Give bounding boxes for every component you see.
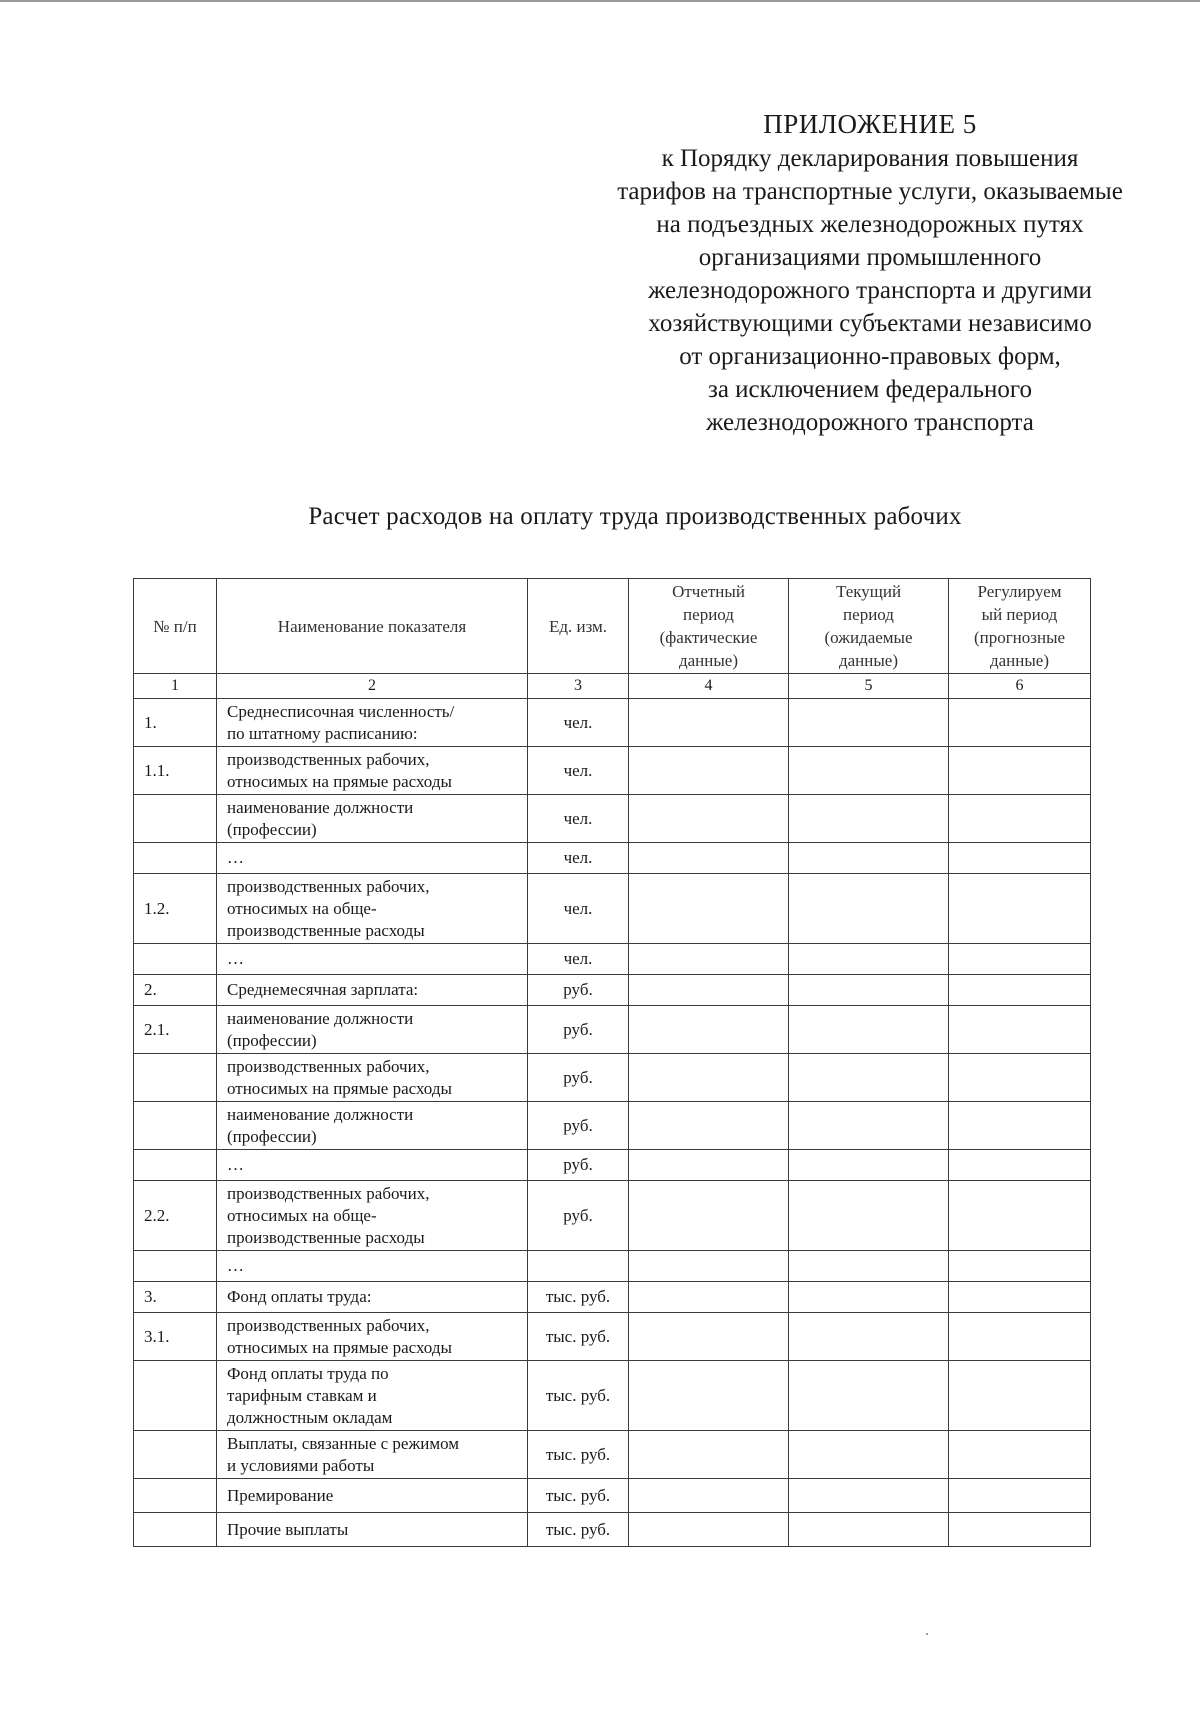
- reporting-period-cell: [629, 874, 789, 944]
- row-number: [134, 1150, 217, 1181]
- column-index: 6: [949, 674, 1091, 699]
- unit-cell: чел.: [528, 874, 629, 944]
- indicator-name-line: Среднемесячная зарплата:: [227, 980, 419, 999]
- reporting-period-cell: [629, 795, 789, 843]
- table-header-row: [134, 579, 1091, 674]
- document-title: [0, 503, 1200, 531]
- row-number: [134, 1102, 217, 1150]
- appendix-line: на подъездных железнодорожных путях: [656, 211, 1084, 238]
- regulated-period-cell: [949, 1361, 1091, 1431]
- current-period-cell: [789, 747, 949, 795]
- table-row: [134, 1313, 1091, 1361]
- table-row: [134, 1150, 1091, 1181]
- row-number: [134, 1479, 217, 1513]
- unit-cell: руб.: [528, 975, 629, 1006]
- reporting-period-cell: [629, 1102, 789, 1150]
- appendix-line: железнодорожного транспорта и другими: [648, 277, 1092, 304]
- table-row: [134, 944, 1091, 975]
- reporting-period-cell: [629, 944, 789, 975]
- indicator-name-line: наименование должности: [227, 797, 414, 817]
- indicator-name-line: производственные расходы: [227, 920, 425, 940]
- current-period-cell: [789, 1006, 949, 1054]
- scan-speck: [926, 1633, 928, 1635]
- indicator-name-line: …: [227, 949, 244, 968]
- regulated-period-cell: [949, 1431, 1091, 1479]
- indicator-name: [217, 1150, 528, 1181]
- page-top-border: [0, 0, 1200, 2]
- indicator-name: [217, 1282, 528, 1313]
- regulated-period-cell: [949, 1006, 1091, 1054]
- reporting-period-cell: [629, 843, 789, 874]
- row-number: 2.1.: [134, 1006, 217, 1054]
- indicator-name: [217, 1251, 528, 1282]
- row-number: [134, 1054, 217, 1102]
- table-body: [134, 699, 1091, 1547]
- table-row: [134, 1181, 1091, 1251]
- table-row: [134, 747, 1091, 795]
- reporting-period-cell: [629, 1479, 789, 1513]
- row-number: [134, 1431, 217, 1479]
- row-number: 2.2.: [134, 1181, 217, 1251]
- indicator-name-line: наименование должности: [227, 1104, 414, 1124]
- current-period-cell: [789, 944, 949, 975]
- header-line: (ожидаемые: [824, 628, 913, 647]
- current-period-cell: [789, 795, 949, 843]
- regulated-period-cell: [949, 1054, 1091, 1102]
- row-number: [134, 944, 217, 975]
- table-row: [134, 1102, 1091, 1150]
- regulated-period-cell: [949, 1102, 1091, 1150]
- unit-cell: чел.: [528, 843, 629, 874]
- header-line: данные): [838, 651, 899, 670]
- indicator-name: [217, 1006, 528, 1054]
- appendix-heading: [560, 108, 1180, 439]
- reporting-period-cell: [629, 1054, 789, 1102]
- indicator-name-line: относимых на прямые расходы: [227, 1078, 452, 1098]
- column-index: 2: [217, 674, 528, 699]
- header-reporting-period: [629, 579, 789, 674]
- row-number: [134, 795, 217, 843]
- reporting-period-cell: [629, 1361, 789, 1431]
- row-number: 1.: [134, 699, 217, 747]
- table-row: [134, 1282, 1091, 1313]
- table-row: [134, 1431, 1091, 1479]
- indicator-name-line: Фонд оплаты труда по: [227, 1363, 389, 1383]
- header-line: период: [683, 605, 734, 624]
- current-period-cell: [789, 874, 949, 944]
- regulated-period-cell: [949, 944, 1091, 975]
- reporting-period-cell: [629, 1431, 789, 1479]
- unit-cell: чел.: [528, 747, 629, 795]
- unit-cell: руб.: [528, 1006, 629, 1054]
- document-title-text: Расчет расходов на оплату труда производственных рабочих: [308, 503, 962, 530]
- header-line: Текущий: [835, 582, 902, 601]
- regulated-period-cell: [949, 843, 1091, 874]
- indicator-name-line: производственных рабочих,: [227, 749, 430, 769]
- indicator-name: [217, 843, 528, 874]
- indicator-name: [217, 1479, 528, 1513]
- unit-cell: чел.: [528, 699, 629, 747]
- regulated-period-cell: [949, 1181, 1091, 1251]
- header-indicator-name: Наименование показателя: [217, 579, 528, 674]
- regulated-period-cell: [949, 1150, 1091, 1181]
- current-period-cell: [789, 1102, 949, 1150]
- indicator-name-line: производственных рабочих,: [227, 1056, 430, 1076]
- indicator-name-line: …: [227, 848, 244, 867]
- indicator-name-line: производственных рабочих,: [227, 1315, 430, 1335]
- current-period-cell: [789, 1181, 949, 1251]
- indicator-name-line: относимых на прямые расходы: [227, 1337, 452, 1357]
- header-line: (прогнозные: [973, 628, 1066, 647]
- header-line: период: [843, 605, 894, 624]
- appendix-title: ПРИЛОЖЕНИЕ 5: [763, 109, 977, 139]
- indicator-name-line: …: [227, 1155, 244, 1174]
- header-regulated-period: [949, 579, 1091, 674]
- table-row: [134, 1251, 1091, 1282]
- indicator-name-line: производственных рабочих,: [227, 1183, 430, 1203]
- indicator-name: [217, 1313, 528, 1361]
- current-period-cell: [789, 1479, 949, 1513]
- regulated-period-cell: [949, 795, 1091, 843]
- reporting-period-cell: [629, 1150, 789, 1181]
- labor-cost-table: [133, 578, 1091, 1547]
- table-row: [134, 795, 1091, 843]
- current-period-cell: [789, 1150, 949, 1181]
- indicator-name-line: (профессии): [227, 1030, 317, 1050]
- current-period-cell: [789, 1361, 949, 1431]
- indicator-name: [217, 747, 528, 795]
- indicator-name-line: Прочие выплаты: [227, 1519, 349, 1539]
- current-period-cell: [789, 1513, 949, 1547]
- reporting-period-cell: [629, 1006, 789, 1054]
- current-period-cell: [789, 1313, 949, 1361]
- regulated-period-cell: [949, 1513, 1091, 1547]
- regulated-period-cell: [949, 874, 1091, 944]
- indicator-name-line: (профессии): [227, 819, 317, 839]
- indicator-name: [217, 699, 528, 747]
- indicator-name-line: тарифным ставкам и: [227, 1385, 377, 1405]
- indicator-name-line: производственные расходы: [227, 1227, 425, 1247]
- indicator-name-line: должностным окладам: [227, 1407, 393, 1427]
- row-number: [134, 843, 217, 874]
- current-period-cell: [789, 1251, 949, 1282]
- unit-cell: тыс. руб.: [528, 1513, 629, 1547]
- row-number: [134, 1361, 217, 1431]
- reporting-period-cell: [629, 1513, 789, 1547]
- regulated-period-cell: [949, 747, 1091, 795]
- indicator-name: [217, 944, 528, 975]
- indicator-name-line: производственных рабочих,: [227, 876, 430, 896]
- unit-cell: тыс. руб.: [528, 1431, 629, 1479]
- appendix-line: организациями промышленного: [698, 244, 1042, 271]
- reporting-period-cell: [629, 747, 789, 795]
- unit-cell: руб.: [528, 1150, 629, 1181]
- column-index: 3: [528, 674, 629, 699]
- regulated-period-cell: [949, 1313, 1091, 1361]
- row-number: 1.2.: [134, 874, 217, 944]
- indicator-name-line: Среднесписочная численность/: [227, 701, 455, 721]
- row-number: [134, 1513, 217, 1547]
- row-number: 2.: [134, 975, 217, 1006]
- column-index: 5: [789, 674, 949, 699]
- indicator-name: [217, 1361, 528, 1431]
- unit-cell: [528, 1251, 629, 1282]
- row-number: [134, 1251, 217, 1282]
- appendix-line: к Порядку декларирования повышения: [661, 145, 1079, 172]
- table-row: [134, 1479, 1091, 1513]
- reporting-period-cell: [629, 1181, 789, 1251]
- unit-cell: тыс. руб.: [528, 1282, 629, 1313]
- reporting-period-cell: [629, 1313, 789, 1361]
- table-row: [134, 1513, 1091, 1547]
- table-row: [134, 699, 1091, 747]
- row-number: 3.1.: [134, 1313, 217, 1361]
- reporting-period-cell: [629, 1282, 789, 1313]
- header-current-period: [789, 579, 949, 674]
- appendix-line: железнодорожного транспорта: [706, 409, 1034, 436]
- current-period-cell: [789, 843, 949, 874]
- indicator-name-line: Премирование: [227, 1485, 334, 1505]
- indicator-name-line: наименование должности: [227, 1008, 414, 1028]
- indicator-name: [217, 975, 528, 1006]
- current-period-cell: [789, 1054, 949, 1102]
- appendix-line: тарифов на транспортные услуги, оказываемые: [617, 178, 1123, 205]
- reporting-period-cell: [629, 975, 789, 1006]
- appendix-line: хозяйствующими субъектами независимо: [648, 310, 1092, 337]
- table-row: [134, 843, 1091, 874]
- header-line: данные): [678, 651, 739, 670]
- reporting-period-cell: [629, 1251, 789, 1282]
- header-line: данные): [989, 651, 1050, 670]
- indicator-name: [217, 1054, 528, 1102]
- indicator-name-line: …: [227, 1256, 244, 1275]
- table-row: [134, 1054, 1091, 1102]
- indicator-name-line: Фонд оплаты труда:: [227, 1287, 372, 1306]
- indicator-name: [217, 1431, 528, 1479]
- indicator-name-line: (профессии): [227, 1126, 317, 1146]
- table-row: [134, 1361, 1091, 1431]
- current-period-cell: [789, 975, 949, 1006]
- header-line: Отчетный: [672, 582, 745, 601]
- row-number: 3.: [134, 1282, 217, 1313]
- appendix-line: за исключением федерального: [707, 376, 1033, 403]
- unit-cell: тыс. руб.: [528, 1479, 629, 1513]
- regulated-period-cell: [949, 1251, 1091, 1282]
- header-number: № п/п: [134, 579, 217, 674]
- current-period-cell: [789, 1282, 949, 1313]
- regulated-period-cell: [949, 699, 1091, 747]
- appendix-line: от организационно-правовых форм,: [679, 343, 1061, 370]
- column-index: 4: [629, 674, 789, 699]
- header-line: ый период: [981, 605, 1058, 624]
- unit-cell: чел.: [528, 795, 629, 843]
- indicator-name-line: по штатному расписанию:: [227, 723, 418, 743]
- indicator-name-line: относимых на обще-: [227, 898, 377, 918]
- indicator-name: [217, 1102, 528, 1150]
- header-line: Регулируем: [977, 582, 1062, 601]
- unit-cell: тыс. руб.: [528, 1361, 629, 1431]
- unit-cell: чел.: [528, 944, 629, 975]
- indicator-name-line: относимых на прямые расходы: [227, 771, 452, 791]
- unit-cell: руб.: [528, 1181, 629, 1251]
- regulated-period-cell: [949, 975, 1091, 1006]
- indicator-name-line: и условиями работы: [227, 1455, 375, 1475]
- indicator-name: [217, 1181, 528, 1251]
- regulated-period-cell: [949, 1282, 1091, 1313]
- unit-cell: руб.: [528, 1102, 629, 1150]
- header-unit: Ед. изм.: [528, 579, 629, 674]
- table-row: [134, 874, 1091, 944]
- row-number: 1.1.: [134, 747, 217, 795]
- table-row: [134, 975, 1091, 1006]
- unit-cell: тыс. руб.: [528, 1313, 629, 1361]
- table-row: [134, 1006, 1091, 1054]
- reporting-period-cell: [629, 699, 789, 747]
- current-period-cell: [789, 699, 949, 747]
- current-period-cell: [789, 1431, 949, 1479]
- indicator-name: [217, 1513, 528, 1547]
- indicator-name-line: относимых на обще-: [227, 1205, 377, 1225]
- indicator-name: [217, 795, 528, 843]
- column-index-row: [134, 674, 1091, 699]
- indicator-name: [217, 874, 528, 944]
- unit-cell: руб.: [528, 1054, 629, 1102]
- regulated-period-cell: [949, 1479, 1091, 1513]
- indicator-name-line: Выплаты, связанные с режимом: [227, 1433, 460, 1453]
- column-index: 1: [134, 674, 217, 699]
- header-line: (фактические: [659, 628, 758, 647]
